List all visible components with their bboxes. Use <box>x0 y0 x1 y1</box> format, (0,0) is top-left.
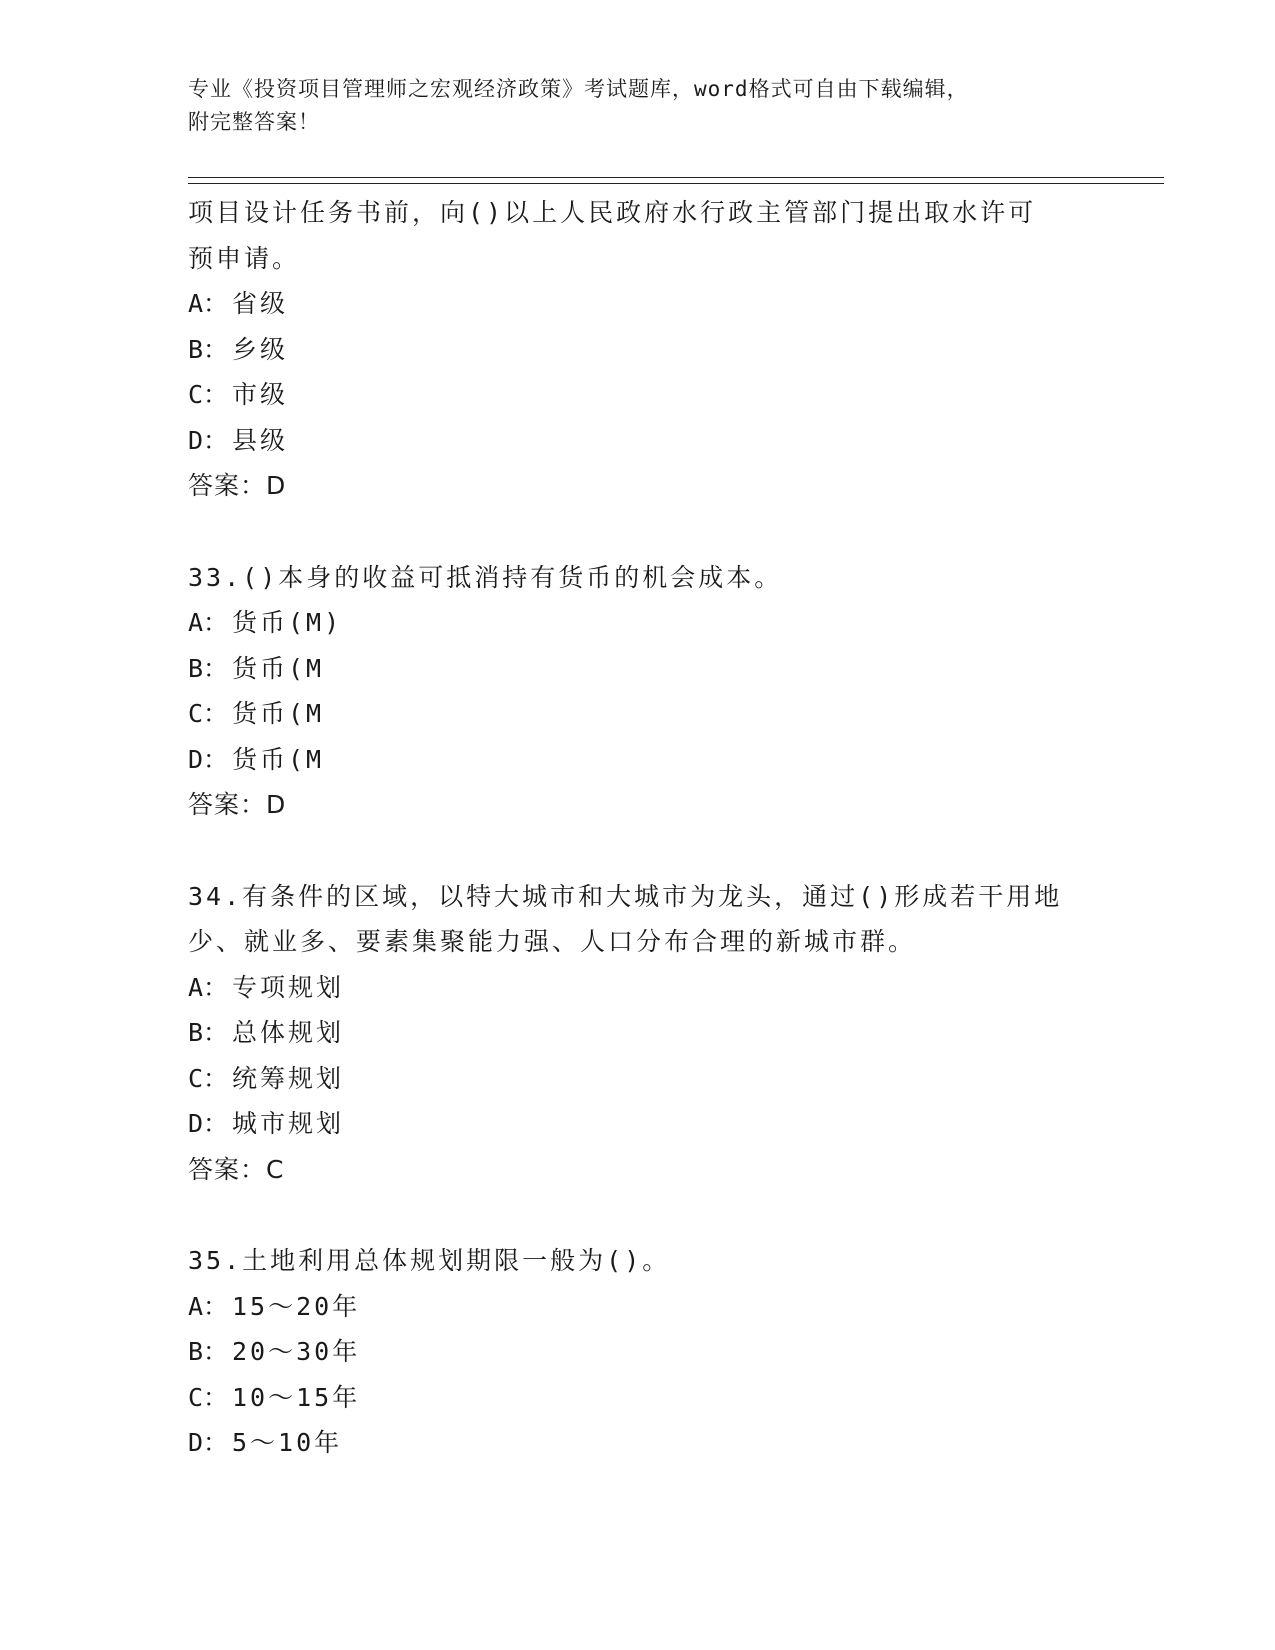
header-line-1: 专业《投资项目管理师之宏观经济政策》考试题库，word格式可自由下载编辑， <box>188 77 969 101</box>
option-a <box>188 1284 1088 1330</box>
option-key: B： <box>188 1018 229 1047</box>
header-divider-top <box>188 177 1164 178</box>
option-d <box>188 1101 1088 1147</box>
answer-line: 答案：C <box>188 1154 285 1184</box>
option-b <box>188 327 1088 373</box>
option-d <box>188 737 1088 783</box>
option-text: 货币(M <box>232 744 325 774</box>
question-block <box>188 874 1088 1193</box>
answer-line: 答案：D <box>188 471 287 500</box>
option-key: B： <box>188 334 229 364</box>
option-c <box>188 1056 1088 1102</box>
option-text: 市级 <box>232 380 289 409</box>
option-b <box>188 646 1088 692</box>
option-c <box>188 1375 1088 1421</box>
document-header <box>188 73 1088 139</box>
option-key: A： <box>188 972 229 1002</box>
option-text: 10～15年 <box>232 1382 361 1412</box>
option-c <box>188 372 1088 418</box>
question-stem-line: 项目设计任务书前，向()以上人民政府水行政主管部门提出取水许可 <box>188 198 1037 227</box>
option-key: A： <box>188 608 229 637</box>
option-key: C： <box>188 1382 229 1412</box>
option-key: D： <box>188 744 229 774</box>
question-spacer <box>188 1192 1088 1238</box>
option-key: D： <box>188 1428 229 1457</box>
question-block <box>188 1238 1088 1466</box>
option-text: 货币(M <box>232 699 325 728</box>
question-spacer <box>188 509 1088 555</box>
question-stem-line: 33.()本身的收益可抵消持有货币的机会成本。 <box>188 562 783 592</box>
option-b <box>188 1329 1088 1375</box>
option-text: 专项规划 <box>232 972 345 1002</box>
option-key: D： <box>188 1109 229 1138</box>
question-stem-line: 35.土地利用总体规划期限一般为()。 <box>188 1246 671 1275</box>
answer-line: 答案：D <box>188 790 287 819</box>
option-key: B： <box>188 653 229 683</box>
option-key: D： <box>188 425 229 455</box>
option-a <box>188 600 1088 646</box>
question-spacer <box>188 828 1088 874</box>
option-d <box>188 1420 1088 1466</box>
option-text: 统筹规划 <box>232 1063 345 1093</box>
option-key: C： <box>188 380 229 409</box>
question-stem-line: 34.有条件的区域，以特大城市和大城市为龙头，通过()形成若干用地 <box>188 881 1063 911</box>
option-c <box>188 691 1088 737</box>
option-key: A： <box>188 1291 229 1321</box>
question-stem-line: 预申请。 <box>188 243 301 273</box>
header-divider-bottom <box>188 183 1164 184</box>
option-text: 县级 <box>232 425 289 455</box>
option-d <box>188 418 1088 464</box>
option-b <box>188 1010 1088 1056</box>
option-text: 货币(M) <box>232 608 343 637</box>
option-a <box>188 965 1088 1011</box>
option-text: 城市规划 <box>232 1109 345 1138</box>
question-block <box>188 190 1088 509</box>
question-stem-line: 少、就业多、要素集聚能力强、人口分布合理的新城市群。 <box>188 927 917 956</box>
question-block <box>188 555 1088 828</box>
option-key: C： <box>188 699 229 728</box>
option-text: 货币(M <box>232 653 325 683</box>
question-list <box>188 190 1088 1466</box>
option-text: 20～30年 <box>232 1337 361 1366</box>
option-text: 省级 <box>232 289 289 318</box>
option-a <box>188 281 1088 327</box>
option-text: 15～20年 <box>232 1291 361 1321</box>
header-line-2: 附完整答案！ <box>188 110 320 134</box>
option-text: 乡级 <box>232 334 289 364</box>
option-text: 5～10年 <box>232 1428 343 1457</box>
option-key: B： <box>188 1337 229 1366</box>
option-key: A： <box>188 289 229 318</box>
option-text: 总体规划 <box>232 1018 345 1047</box>
option-key: C： <box>188 1063 229 1093</box>
